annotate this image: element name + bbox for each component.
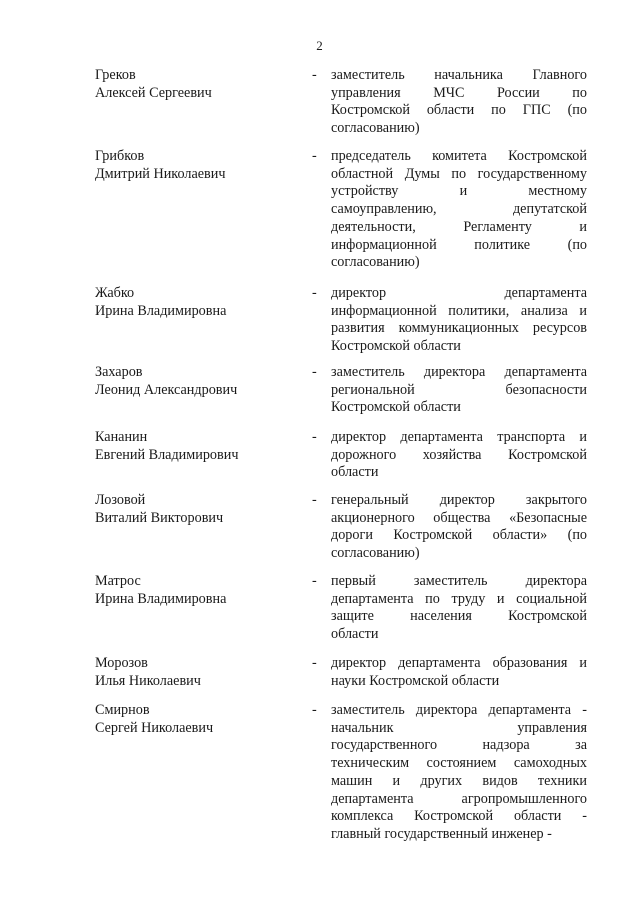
member-surname: Грибков: [95, 148, 145, 164]
separator-dash: -: [312, 702, 317, 718]
member-given-names: Алексей Сергеевич: [95, 84, 212, 101]
member-name: [95, 364, 295, 399]
role-line: Костромской области: [331, 338, 461, 355]
role-line: машин и других видов техники: [331, 772, 587, 789]
role-line: информационной политике (по: [331, 236, 587, 253]
member-name: [95, 67, 295, 102]
role-line: государственного надзора за: [331, 737, 587, 754]
separator-dash: -: [312, 148, 317, 164]
member-given-names: Ирина Владимировна: [95, 590, 227, 607]
member-role: [331, 285, 587, 356]
separator-dash: -: [312, 285, 317, 301]
separator-dash: -: [312, 492, 317, 508]
member-role: [331, 655, 587, 690]
role-line: директор департамента: [331, 285, 587, 301]
role-line: директор департамента транспорта и: [331, 429, 587, 445]
role-line: заместитель начальника Главного: [331, 67, 587, 83]
member-given-names: Виталий Викторович: [95, 509, 224, 526]
member-role: [331, 67, 587, 138]
role-line: согласованию): [331, 120, 420, 137]
role-line: развития коммуникационных ресурсов: [331, 320, 587, 337]
role-line: Костромской области: [331, 399, 461, 416]
member-name: [95, 148, 295, 183]
member-surname: Смирнов: [95, 702, 150, 718]
role-line: согласованию): [331, 254, 420, 271]
member-surname: Греков: [95, 67, 136, 83]
member-given-names: Ирина Владимировна: [95, 302, 227, 319]
member-name: [95, 702, 295, 737]
member-surname: Кананин: [95, 429, 148, 445]
member-surname: Жабко: [95, 285, 135, 301]
member-name: [95, 285, 295, 320]
member-surname: Лозовой: [95, 492, 146, 508]
role-line: директор департамента образования и: [331, 655, 587, 671]
role-line: дороги Костромской области» (по: [331, 527, 587, 544]
separator-dash: -: [312, 429, 317, 445]
role-line: области: [331, 464, 379, 481]
member-role: [331, 364, 587, 417]
role-line: устройству и местному: [331, 183, 587, 200]
member-role: [331, 148, 587, 272]
role-line: первый заместитель директора: [331, 573, 587, 589]
separator-dash: -: [312, 573, 317, 589]
role-line: области: [331, 626, 379, 643]
role-line: областной Думы по государственному: [331, 165, 587, 182]
role-line: защите населения Костромской: [331, 608, 587, 625]
role-line: главный государственный инженер -: [331, 825, 552, 842]
role-line: начальник управления: [331, 719, 587, 736]
role-line: деятельности, Регламенту и: [331, 218, 587, 235]
role-line: науки Костромской области: [331, 672, 500, 689]
member-given-names: Леонид Александрович: [95, 381, 238, 398]
role-line: председатель комитета Костромской: [331, 148, 587, 164]
member-role: [331, 429, 587, 482]
member-name: [95, 429, 295, 464]
role-line: заместитель директора департамента: [331, 364, 587, 380]
role-line: Костромской области по ГПС (по: [331, 102, 587, 119]
role-line: дорожного хозяйства Костромской: [331, 446, 587, 463]
separator-dash: -: [312, 655, 317, 671]
role-line: департамента по труду и социальной: [331, 590, 587, 607]
separator-dash: -: [312, 364, 317, 380]
role-line: согласованию): [331, 545, 420, 562]
member-role: [331, 492, 587, 563]
member-surname: Захаров: [95, 364, 143, 380]
member-surname: Матрос: [95, 573, 141, 589]
separator-dash: -: [312, 67, 317, 83]
member-given-names: Илья Николаевич: [95, 672, 201, 689]
role-line: самоуправлению, депутатской: [331, 201, 587, 218]
member-name: [95, 655, 295, 690]
member-given-names: Дмитрий Николаевич: [95, 165, 226, 182]
role-line: генеральный директор закрытого: [331, 492, 587, 508]
member-surname: Морозов: [95, 655, 148, 671]
member-role: [331, 573, 587, 644]
page-number: 2: [316, 38, 323, 53]
member-name: [95, 573, 295, 608]
role-line: акционерного общества «Безопасные: [331, 509, 587, 526]
role-line: департамента агропромышленного: [331, 790, 587, 807]
role-line: комплекса Костромской области -: [331, 808, 587, 825]
role-line: управления МЧС России по: [331, 84, 587, 101]
member-given-names: Евгений Владимирович: [95, 446, 239, 463]
member-given-names: Сергей Николаевич: [95, 719, 214, 736]
role-line: заместитель директора департамента -: [331, 702, 587, 718]
member-role: [331, 702, 587, 844]
member-name: [95, 492, 295, 527]
role-line: техническим состоянием самоходных: [331, 755, 587, 772]
role-line: информационной политики, анализа и: [331, 302, 587, 319]
role-line: региональной безопасности: [331, 381, 587, 398]
